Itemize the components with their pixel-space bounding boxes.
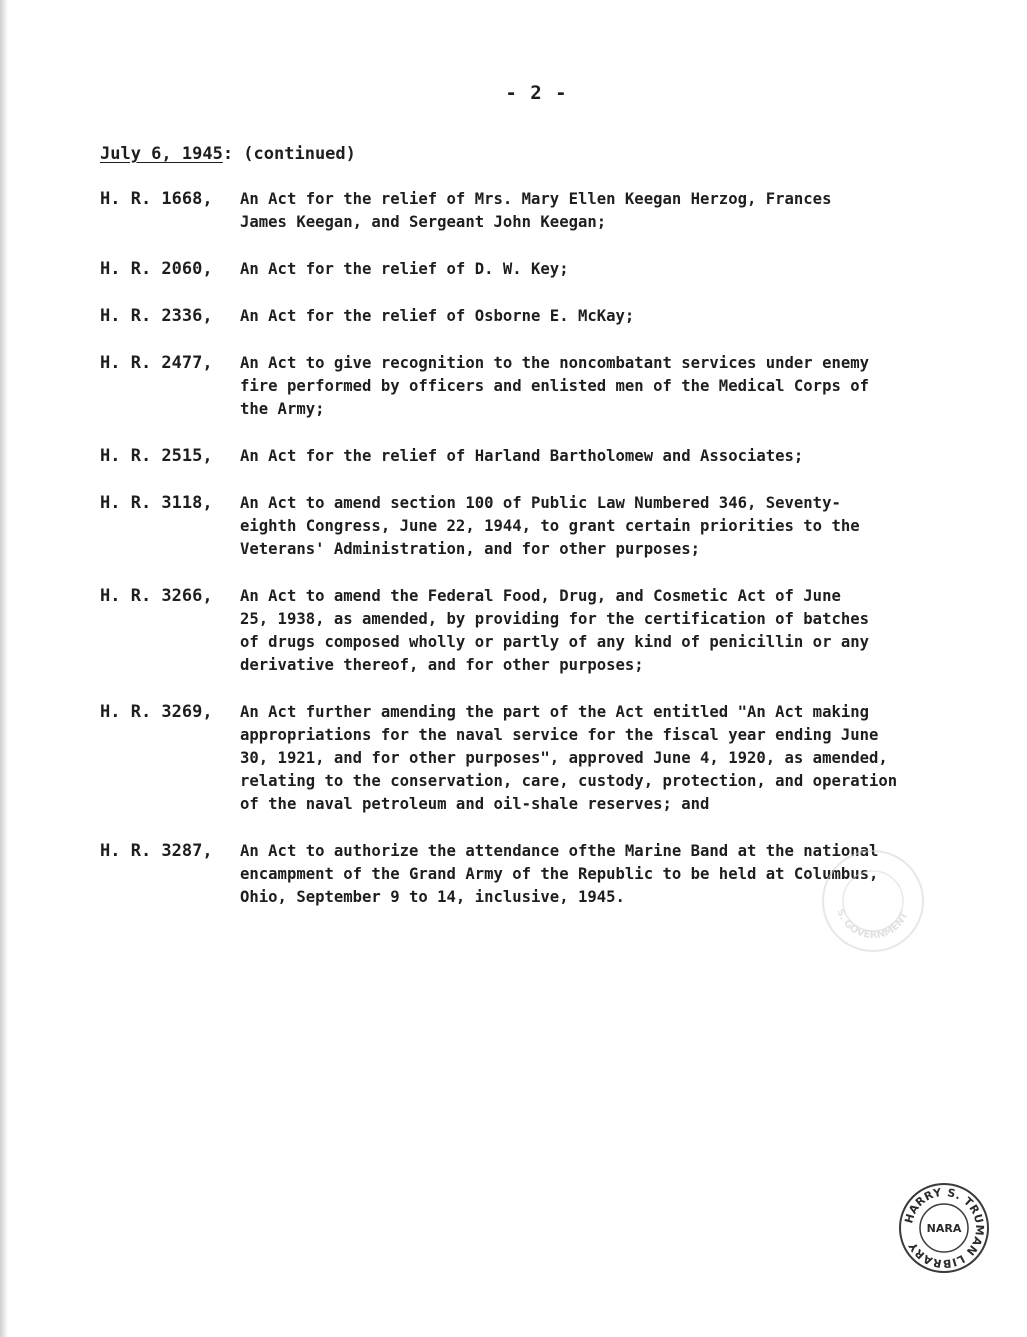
- svg-text:HARRY S. TRUMAN LIBRARY: HARRY S. TRUMAN LIBRARY: [902, 1185, 987, 1271]
- date-heading: [100, 144, 356, 164]
- bill-number: H. R. 3118,: [100, 493, 213, 513]
- bill-list: [100, 188, 990, 933]
- bill-entry: [100, 585, 990, 677]
- bill-number: H. R. 2515,: [100, 446, 213, 466]
- bill-entry: [100, 188, 990, 234]
- bill-description: An Act to amend section 100 of Public Law Numbered 346, Seventy- eighth Congress, June 22, 1944, to grant certain priorities to the Veterans' Administration, and for other purposes;: [240, 494, 860, 558]
- faint-government-stamp: [822, 850, 924, 952]
- bill-description: An Act for the relief of Osborne E. McKay;: [240, 307, 635, 325]
- svg-text:NARA: NARA: [926, 1222, 962, 1235]
- bill-entry: [100, 492, 990, 561]
- bill-number: H. R. 3287,: [100, 841, 213, 861]
- bill-number: H. R. 3266,: [100, 586, 213, 606]
- bill-entry: [100, 305, 990, 328]
- bill-number: H. R. 2336,: [100, 306, 213, 326]
- bill-number: H. R. 1668,: [100, 189, 213, 209]
- truman-library-seal: [898, 1182, 990, 1274]
- bill-description: An Act further amending the part of the Act entitled "An Act making appropriations for the naval service for the fiscal year ending June 30, 1921, and for other purposes", approved June 4, 1920, as amended, relating to the conservation, care, custody, protection, and operation of the naval petroleum and oil-shale reserves; and: [240, 703, 898, 813]
- bill-number: H. R. 2477,: [100, 353, 213, 373]
- bill-description: An Act to amend the Federal Food, Drug, and Cosmetic Act of June 25, 1938, as amended, by providing for the certification of batches of drugs composed wholly or partly of any kind of penicillin or any derivative thereof, and for other purposes;: [240, 587, 870, 674]
- svg-text:S. GOVERNMENT: S. GOVERNMENT: [834, 907, 911, 942]
- bill-entry: [100, 352, 990, 421]
- bill-entry: [100, 258, 990, 281]
- scan-edge-shadow: [0, 0, 8, 1337]
- bill-description: An Act for the relief of D. W. Key;: [240, 260, 569, 278]
- bill-entry: [100, 445, 990, 468]
- bill-entry: [100, 701, 990, 816]
- bill-description: An Act for the relief of Harland Bartholomew and Associates;: [240, 447, 804, 465]
- bill-number: H. R. 2060,: [100, 259, 213, 279]
- bill-number: H. R. 3269,: [100, 702, 213, 722]
- heading-date: July 6, 1945: [100, 144, 223, 164]
- bill-description: An Act to give recognition to the noncombatant services under enemy fire performed by officers and enlisted men of the Medical Corps of the Army;: [240, 354, 870, 418]
- heading-suffix: : (continued): [222, 144, 356, 164]
- bill-description: An Act to authorize the attendance ofthe Marine Band at the national encampment of the Grand Army of the Republic to be held at Columbus, Ohio, September 9 to 14, inclusive, 1945.: [240, 842, 879, 906]
- page-number: - 2 -: [505, 82, 568, 104]
- bill-description: An Act for the relief of Mrs. Mary Ellen Keegan Herzog, Frances James Keegan, and Sergeant John Keegan;: [240, 190, 832, 231]
